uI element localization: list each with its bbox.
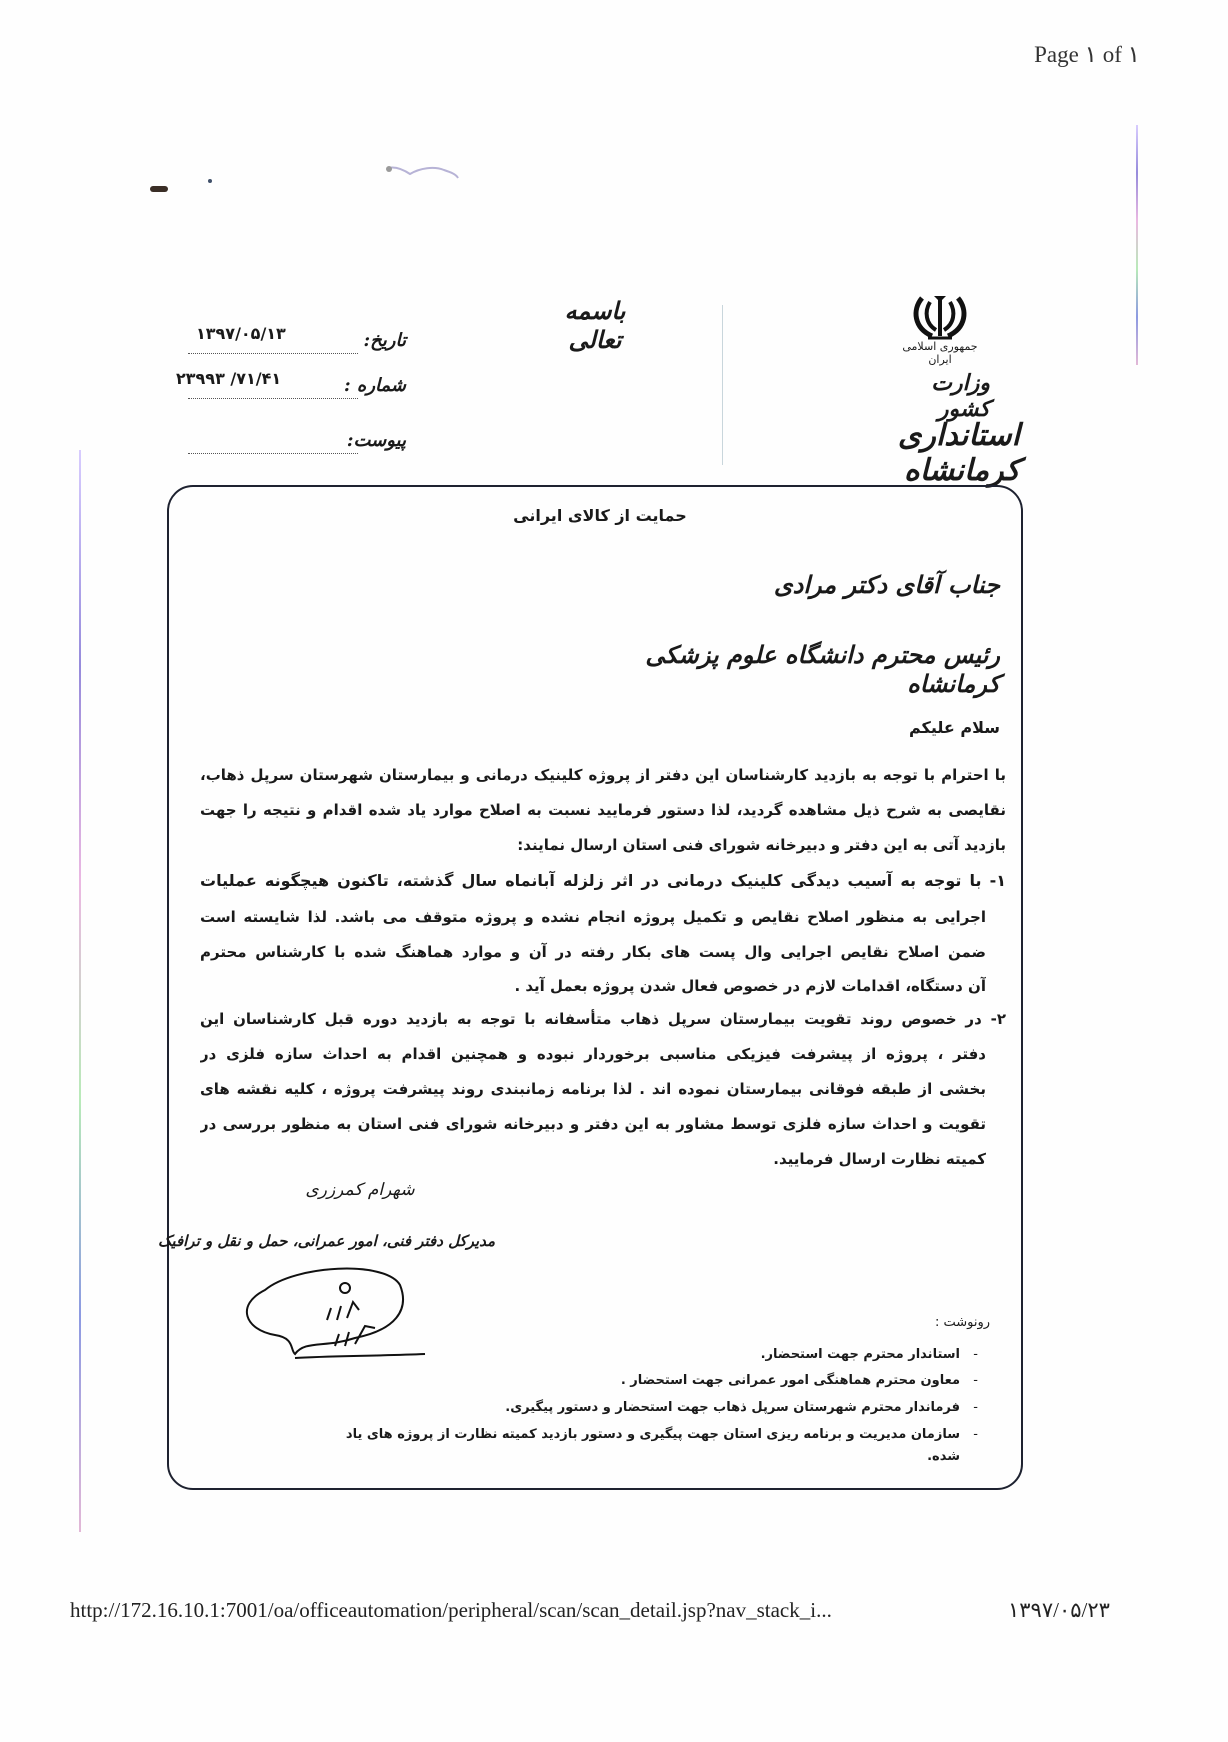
body-line: کمیته نظارت ارسال فرمایید. [773, 1150, 986, 1168]
body-line: با احترام با توجه به بازدید کارشناسان این دفتر از پروژه کلینیک درمانی و بیمارستان شهرستان سرپل ذهاب، [200, 766, 1006, 784]
body-line: ۱- با توجه به آسیب دیدگی کلینیک درمانی در اثر زلزله آبانماه سال گذشته، تاکنون هیچگونه عملیات [200, 871, 1006, 890]
page-counter: Page ١ of ١ [1034, 42, 1140, 67]
scan-artifact-squiggle [386, 160, 466, 190]
cc-item [330, 1344, 978, 1366]
attachment-underline [188, 453, 358, 454]
cc-item-text: استاندار محترم جهت استحضار. [760, 1347, 960, 1362]
governorate-name: استانداری کرمانشاه [897, 418, 1020, 488]
date-value: ۱۳۹۷/۰۵/۱۳ [196, 324, 286, 343]
scan-artifact-mark [208, 179, 212, 183]
attachment-field [176, 430, 406, 460]
body-line: بخشی از طبقه فوقانی بیمارستان نموده اند . لذا برنامه زمانبندی روند پیشرفت پروژه ، کلیه نقشه های [200, 1080, 986, 1098]
cc-item-text: فرماندار محترم شهرستان سرپل ذهاب جهت استحضار و دستور پیگیری. [505, 1400, 960, 1415]
date-field [176, 324, 406, 360]
body-line: نقایصی به شرح ذیل مشاهده گردید، لذا دستور فرمایید نسبت به اصلاح موارد یاد شده اقدام و نتیجه را جهت [200, 801, 1006, 819]
cc-bullet: - [973, 1347, 978, 1362]
body-line: آن دستگاه، اقدامات لازم در خصوص فعال شدن پروژه بعمل آید . [514, 977, 986, 995]
country-label: جمهوری اسلامی ایران [902, 340, 978, 366]
recipient-title: رئیس محترم دانشگاه علوم پزشکی کرمانشاه [645, 640, 1000, 698]
cc-item [330, 1424, 978, 1464]
body-line: ۲- در خصوص روند تقویت بیمارستان سرپل ذهاب متأسفانه با توجه به بازدید دوره قبل کارشناسان این [200, 1010, 1006, 1028]
slogan: حمایت از کالای ایرانی [513, 506, 687, 525]
signer-title: مدیرکل دفتر فنی، امور عمرانی، حمل و نقل و ترافیک [158, 1232, 495, 1250]
letter-number-field [176, 369, 406, 405]
iran-emblem-icon [912, 292, 968, 342]
cc-heading: رونوشت : [934, 1315, 990, 1330]
body-line: دفتر ، پروژه از پیشرفت فیزیکی مناسبی برخوردار نبوده و همچنین اقدام به احداث سازه فلزی در [200, 1045, 986, 1063]
invocation: باسمه تعالی [564, 296, 626, 354]
attachment-label: پیوست: [346, 430, 406, 451]
cc-bullet: - [973, 1427, 978, 1442]
body-line: بازدید آتی به این دفتر و دبیرخانه شورای فنی استان ارسال نمایند: [517, 836, 1006, 854]
cc-bullet: - [973, 1373, 978, 1388]
letter-number-underline [188, 398, 358, 399]
cc-item [330, 1397, 978, 1419]
scan-artifact-line-left [79, 450, 81, 1532]
body-line: تقویت و احداث سازه فلزی توسط مشاور به این دفتر و دبیرخانه شورای فنی استان به منظور بررسی در [200, 1115, 986, 1133]
signer-name: شهرام کمرزری [305, 1180, 415, 1200]
cc-item-text: سازمان مدیریت و برنامه ریزی استان جهت پیگیری و دستور بازدید کمیته نظارت از پروژه های یاد شده. [345, 1427, 960, 1464]
cc-item-text: معاون محترم هماهنگی امور عمرانی جهت استحضار . [620, 1373, 960, 1388]
body-line: اجرایی به منظور اصلاح نقایص و تکمیل پروژه انجام نشده و پروژه متوقف می باشد. لذا شایسته است [200, 908, 986, 926]
cc-bullet: - [973, 1400, 978, 1415]
letter-number-value: ۷۱/۴۱/ ۲۳۹۹۳ [176, 369, 282, 388]
body-line: ضمن اصلاح نقایص اجرایی وال پست های بکار رفته در آن و موارد هماهنگ شده با کارشناس محترم [200, 943, 986, 961]
letter-number-label: شماره : [343, 375, 406, 396]
recipient-name: جناب آقای دکتر مرادی [773, 570, 1000, 599]
greeting: سلام علیکم [908, 718, 1000, 737]
scan-artifact-line-right [1136, 125, 1138, 365]
letterhead-divider [722, 305, 723, 465]
footer-date: ۱۳۹۷/۰۵/۲۳ [1008, 1598, 1110, 1622]
ministry-name: وزارت کشور [931, 370, 990, 422]
footer-url: http://172.16.10.1:7001/oa/officeautomation/peripheral/scan/scan_detail.jsp?nav_stack_i... [70, 1598, 832, 1622]
date-underline [188, 353, 358, 354]
scan-artifact-mark [150, 186, 168, 192]
cc-item [330, 1370, 978, 1392]
date-label: تاریخ: [363, 330, 406, 351]
